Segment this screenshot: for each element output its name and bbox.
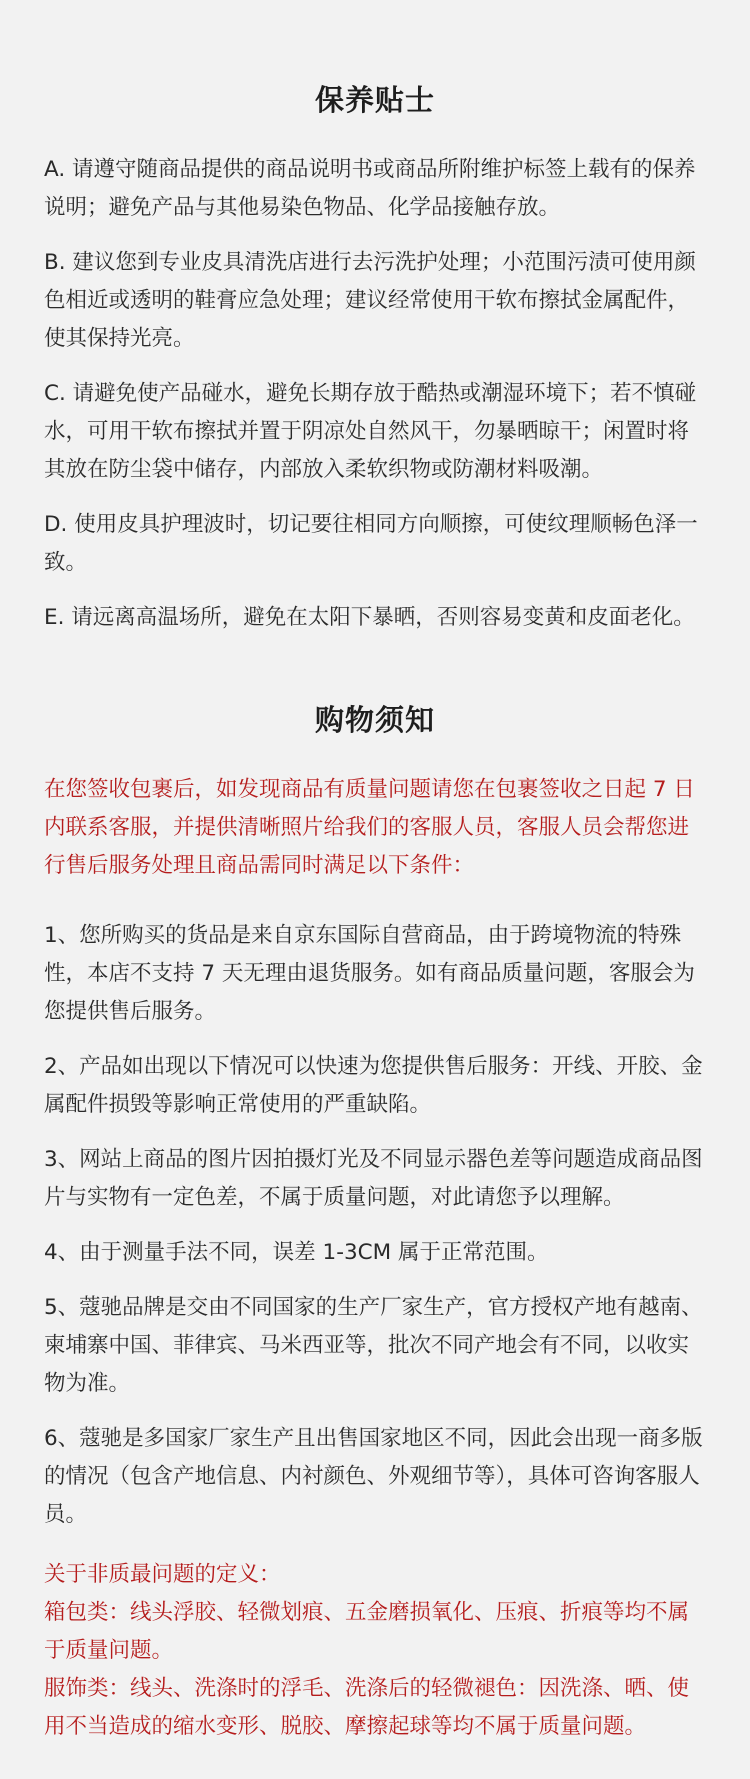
shopping-notice-section (44, 654, 706, 1746)
shopping-rule-1: 1、您所购买的货品是来自京东国际自营商品，由于跨境物流的特殊性，本店不支持 7 天无理由退货服务。如有商品质量问题，客服会为您提供售后服务。 (44, 923, 695, 1024)
care-tip-c: C. 请避免使产品碰水，避免长期存放于酷热或潮湿环境下；若不慎碰水，可用干软布擦拭并置于阴凉处自然风干，勿暴晒晾干；闲置时将其放在防尘袋中储存，内部放入柔软织物或防潮材料吸潮。 (44, 381, 697, 482)
shopping-notice-title: 购物须知 (314, 703, 435, 737)
non-quality-definition (44, 1556, 706, 1746)
shopping-rule-3: 3、网站上商品的图片因拍摄灯光及不同显示器色差等问题造成商品图片与实物有一定色差，不属于质量问题，对此请您予以理解。 (44, 1147, 703, 1210)
care-tip-d: D. 使用皮具护理波时，切记要往相同方向顺擦，可使纹理顺畅色泽一致。 (44, 512, 698, 575)
care-tips-section (44, 0, 706, 637)
non-quality-heading: 关于非质最问题的定义： (44, 1562, 281, 1587)
non-quality-bags: 箱包类：线头浮胶、轻微划痕、五金磨损氧化、压痕、折痕等均不属于质量问题。 (44, 1600, 690, 1663)
shopping-intro: 在您签收包裹后，如发现商品有质量问题请您在包裹签收之日起 7 日内联系客服，并提供清晰照片给我们的客服人员，客服人员会帮您进行售后服务处理且商品需同时满足以下条件： (44, 777, 695, 878)
care-tip-e: E. 请远离高温场所，避免在太阳下暴晒，否则容易变黄和皮面老化。 (44, 605, 695, 630)
shopping-rule-5: 5、蔻驰品牌是交由不同国家的生产厂家生产，官方授权产地有越南、柬埔寨中国、菲律宾、马米西亚等，批次不同产地会有不同，以收实物为准。 (44, 1295, 703, 1396)
care-tip-b: B. 建议您到专业皮具清洗店进行去污洗护处理；小范围污渍可使用颜色相近或透明的鞋膏应急处理；建议经常使用干软布擦拭金属配件，使其保持光亮。 (44, 250, 696, 351)
care-tips-title: 保养贴士 (314, 83, 435, 117)
care-tip-a: A. 请遵守随商品提供的商品说明书或商品所附维护标签上载有的保养说明；避免产品与其他易染色物品、化学品接触存放。 (44, 157, 696, 220)
shopping-rule-6: 6、蔻驰是多国家厂家生产且出售国家地区不同，因此会出现一商多版的情况（包含产地信息、内衬颜色、外观细节等），具体可咨询客服人员。 (44, 1426, 703, 1527)
shopping-rule-2: 2、产品如出现以下情况可以快速为您提供售后服务：开线、开胶、金属配件损毁等影响正常使用的严重缺陷。 (44, 1054, 703, 1117)
non-quality-apparel: 服饰类：线头、洗涤时的浮毛、洗涤后的轻微褪色：因洗涤、晒、使用不当造成的缩水变形、脱胶、摩擦起球等均不属于质量问题。 (44, 1676, 690, 1739)
shopping-rule-4: 4、由于测量手法不同，误差 1-3CM 属于正常范围。 (44, 1240, 549, 1265)
